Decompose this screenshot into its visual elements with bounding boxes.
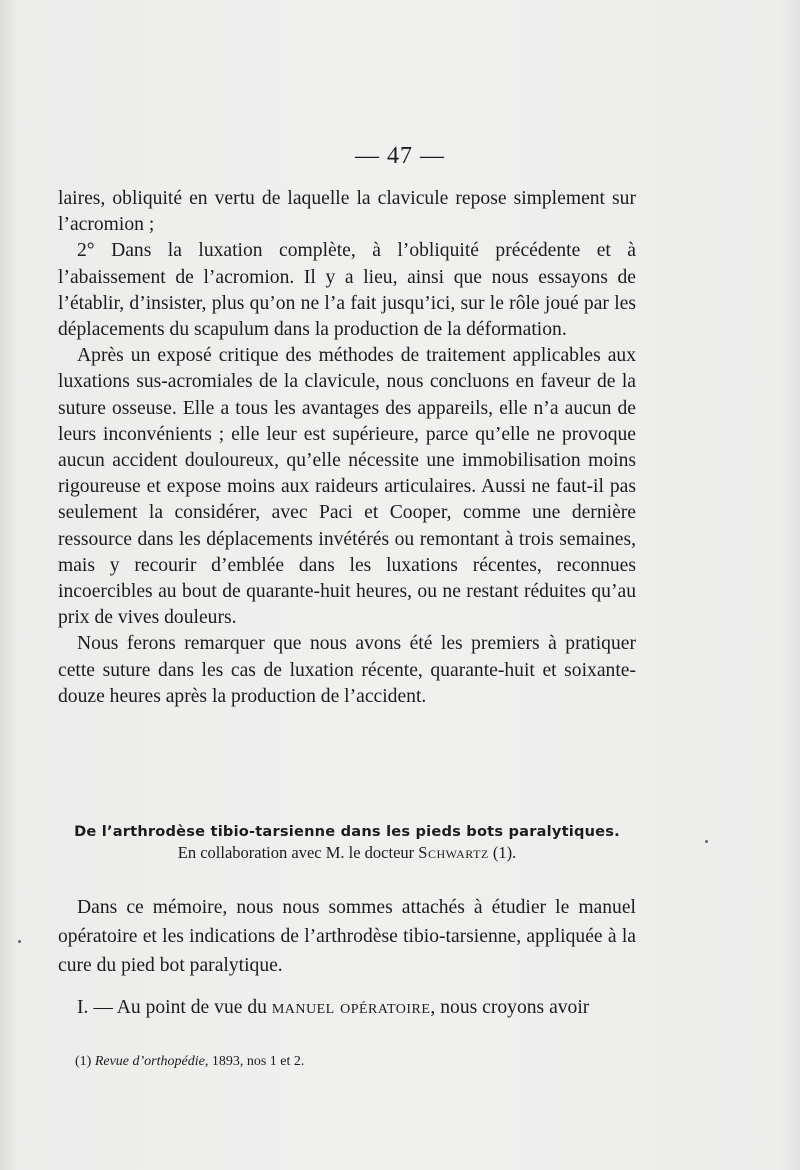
body-text-top bbox=[58, 186, 636, 710]
body-text-last bbox=[58, 995, 636, 1021]
paragraph-memoire: Dans ce mémoire, nous nous sommes attachés à étudier le manuel opératoire et les indications de l’arthrodèse tibio-tarsienne, appliquée à la cure du pied bot paralytique. bbox=[58, 897, 636, 976]
paragraph-suture: Nous ferons remarquer que nous avons été les premiers à pratiquer cette suture dans les cas de luxation récente, quarante-huit et soixante-douze heures après la production de l’accident. bbox=[58, 633, 636, 707]
section-subtitle bbox=[58, 842, 636, 864]
manuel-prefix: I. — Au point de vue du bbox=[77, 997, 272, 1018]
footnote-journal: Revue d’orthopédie bbox=[94, 1054, 205, 1069]
subtitle-suffix: (1). bbox=[488, 843, 517, 862]
section-title: De l’arthrodèse tibio-tarsienne dans les pieds bots paralytiques. bbox=[74, 823, 620, 840]
paragraph-manuel bbox=[58, 995, 636, 1021]
footnote-rest: , 1893, nos 1 et 2. bbox=[204, 1054, 305, 1069]
manuel-small-caps: manuel opératoire bbox=[271, 997, 431, 1018]
paragraph-luxation-complete: 2° Dans la luxation complète, à l’obliquité précédente et à l’abaissement de l’acromion. Il y a lieu, ainsi que nous essayons de l’établir, d’insister, plus qu’on ne l’a fait jusqu’ici, sur le rôle joué par les déplacements du scapulum dans la production de la déformation. bbox=[58, 240, 636, 341]
subtitle-author: Schwartz bbox=[418, 843, 489, 862]
paper-speck bbox=[705, 840, 708, 843]
body-text-memoire bbox=[58, 893, 636, 980]
footnote-marker: (1) bbox=[75, 1054, 92, 1069]
page-number: — 47 — bbox=[355, 143, 445, 169]
paragraph-continuation: laires, obliquité en vertu de laquelle la clavicule repose simplement sur l’acromion ; bbox=[58, 188, 636, 236]
paper-speck bbox=[18, 940, 21, 943]
paragraph-traitement: Après un exposé critique des méthodes de traitement applicables aux luxations sus-acromiales de la clavicule, nous concluons en faveur de la suture osseuse. Elle a tous les avantages des appareils, elle n’a aucun de leurs inconvénients ; elle leur est supérieure, parce qu’elle ne provoque aucun accident douloureux, qu’elle nécessite une immobilisation moins rigoureuse et expose moins aux raideurs articulaires. Aussi ne faut-il pas seulement la considérer, avec Paci et Cooper, comme une dernière ressource dans les déplacements invétérés ou remontant à trois semaines, mais y recourir d’emblée dans les luxations récentes, reconnues incoercibles au bout de quarante-huit heures, ou ne restant réduites qu’au prix de vives douleurs. bbox=[58, 345, 636, 629]
footnote bbox=[75, 1053, 635, 1071]
manuel-suffix: , nous croyons avoir bbox=[430, 997, 590, 1018]
subtitle-prefix: En collaboration avec M. le docteur bbox=[177, 843, 419, 862]
section-heading bbox=[58, 822, 636, 864]
